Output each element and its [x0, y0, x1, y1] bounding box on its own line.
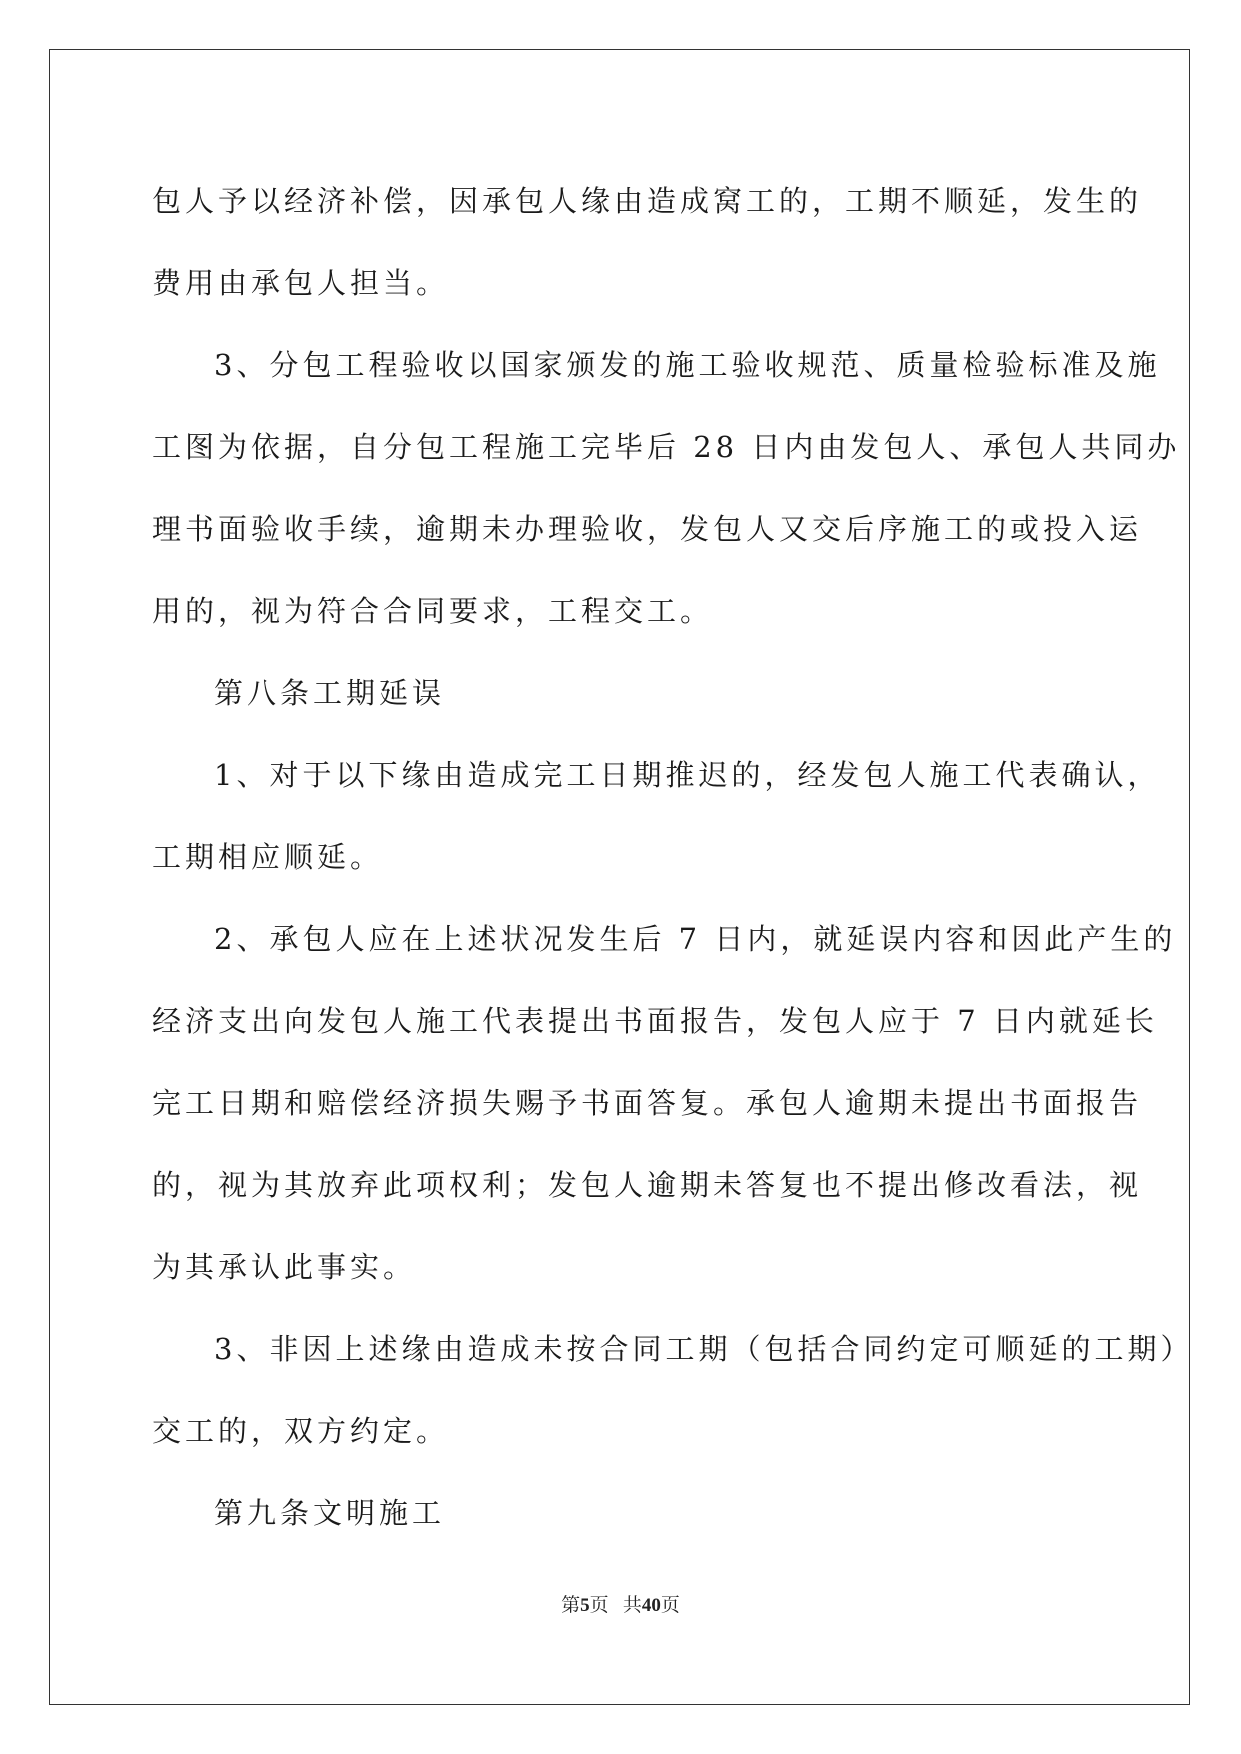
text-line: 完工日期和赔偿经济损失赐予书面答复。承包人逾期未提出书面报告	[152, 1086, 1143, 1120]
page-footer	[0, 1590, 1241, 1617]
text-line: 3、分包工程验收以国家颁发的施工验收规范、质量检验标准及施	[214, 348, 1161, 382]
text-line: 理书面验收手续，逾期未办理验收，发包人又交后序施工的或投入运	[152, 512, 1143, 546]
section-heading: 第九条文明施工	[214, 1496, 446, 1530]
text-line: 用的，视为符合合同要求，工程交工。	[152, 594, 714, 628]
page-suffix: 页	[589, 1595, 609, 1616]
text-line: 1、对于以下缘由造成完工日期推迟的，经发包人施工代表确认，	[214, 758, 1161, 792]
total-prefix: 共	[622, 1595, 642, 1616]
page-prefix: 第	[561, 1595, 581, 1616]
total-suffix: 页	[660, 1595, 680, 1616]
document-body	[152, 160, 1194, 1554]
section-heading: 第八条工期延误	[214, 676, 446, 710]
total-pages: 40	[641, 1595, 661, 1616]
text-line: 交工的，双方约定。	[152, 1414, 450, 1448]
text-line: 2、承包人应在上述状况发生后 7 日内，就延误内容和因此产生的	[214, 922, 1177, 956]
text-line: 经济支出向发包人施工代表提出书面报告，发包人应于 7 日内就延长	[152, 1004, 1158, 1038]
text-line: 的，视为其放弃此项权利；发包人逾期未答复也不提出修改看法，视	[152, 1168, 1143, 1202]
text-line: 工图为依据，自分包工程施工完毕后 28 日内由发包人、承包人共同办	[152, 430, 1181, 464]
text-line: 工期相应顺延。	[152, 840, 384, 874]
page-number: 5	[580, 1595, 590, 1616]
text-line: 为其承认此事实。	[152, 1250, 417, 1284]
text-line: 3、非因上述缘由造成未按合同工期（包括合同约定可顺延的工期）	[214, 1332, 1194, 1366]
text-line: 包人予以经济补偿，因承包人缘由造成窝工的，工期不顺延，发生的	[152, 184, 1143, 218]
text-line: 费用由承包人担当。	[152, 266, 450, 300]
